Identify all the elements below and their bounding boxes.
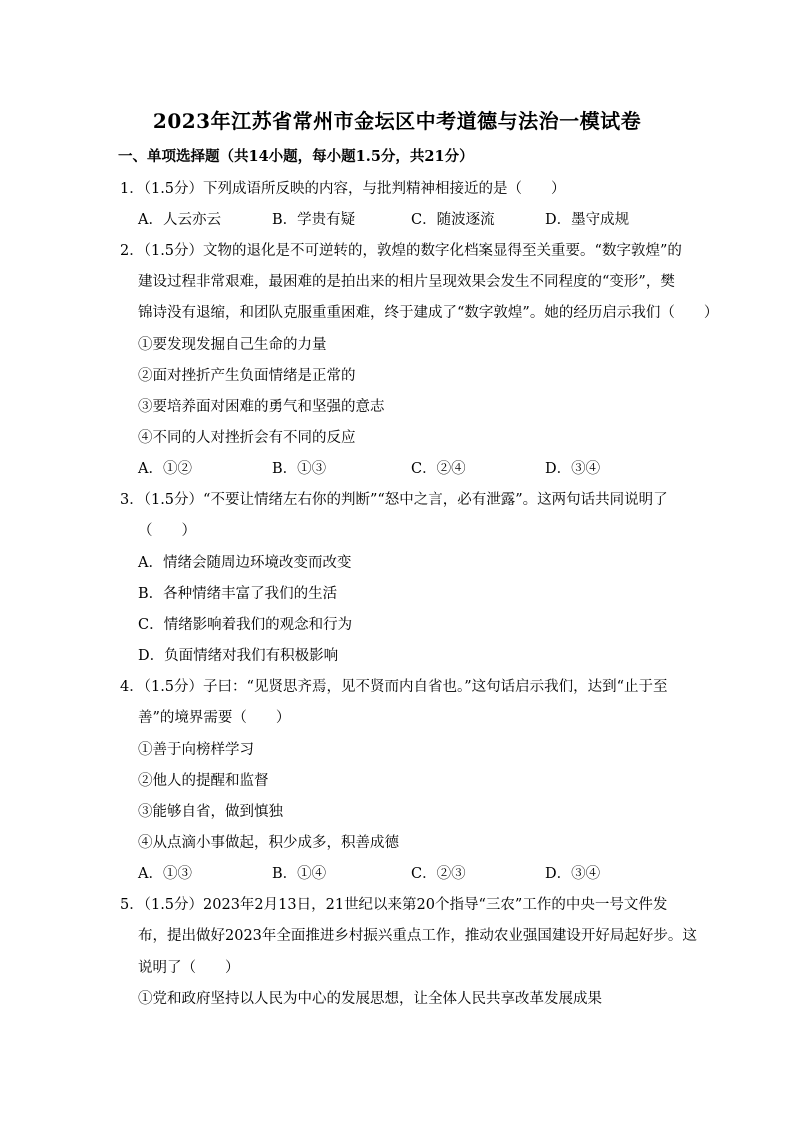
q1-option-a: A．人云亦云: [138, 212, 221, 228]
q2-stem-line-2: 建设过程非常艰难，最困难的是拍出来的相片呈现效果会发生不同程度的“变形”，樊: [138, 274, 675, 290]
q4-option-a: A．①③: [138, 866, 192, 882]
q3-option-b: B．各种情绪丰富了我们的生活: [138, 586, 338, 602]
q2-stem-line-3: 锦诗没有退缩，和团队克服重重困难，终于建成了“数字敦煌”。她的经历启示我们（ ）: [138, 305, 719, 321]
q5-stem-line-3: 说明了（ ）: [138, 960, 240, 976]
q3-option-d: D．负面情绪对我们有积极影响: [138, 648, 339, 664]
q3-stem-line-1: 3．（1.5分）“不要让情绪左右你的判断”“怒中之言，必有泄露”。这两句话共同说明了: [120, 492, 668, 508]
q4-option-d: D．③④: [545, 866, 601, 882]
q4-option-b: B．①④: [272, 866, 327, 882]
q4-stem-line-1: 4．（1.5分）子曰：“见贤思齐焉，见不贤而内自省也。”这句话启示我们，达到“止于至: [120, 679, 668, 695]
q4-stem-line-2: 善”的境界需要（ ）: [138, 710, 291, 726]
q4-item-2: ②他人的提醒和监督: [138, 773, 269, 789]
q2-stem-line-1: 2．（1.5分）文物的退化是不可逆转的，敦煌的数字化档案显得至关重要。“数字敦煌”的: [120, 243, 682, 259]
exam-title: 2023年江苏省常州市金坛区中考道德与法治一模试卷: [152, 109, 642, 133]
section-heading: 一、单项选择题（共14小题，每小题1.5分，共21分）: [118, 148, 474, 165]
q2-item-4: ④不同的人对挫折会有不同的反应: [138, 430, 356, 446]
q2-item-2: ②面对挫折产生负面情绪是正常的: [138, 368, 356, 384]
q2-item-1: ①要发现发掘自己生命的力量: [138, 337, 327, 353]
q5-stem-line-2: 布，提出做好2023年全面推进乡村振兴重点工作，推动农业强国建设开好局起好步。这: [138, 928, 697, 944]
q1-stem: 1．（1.5分）下列成语所反映的内容，与批判精神相接近的是（ ）: [120, 181, 566, 197]
q1-option-d: D．墨守成规: [545, 212, 630, 228]
q5-item-1: ①党和政府坚持以人民为中心的发展思想，让全体人民共享改革发展成果: [138, 991, 602, 1007]
q4-item-1: ①善于向榜样学习: [138, 742, 254, 758]
q3-option-c: C．情绪影响着我们的观念和行为: [138, 617, 353, 633]
q2-item-3: ③要培养面对困难的勇气和坚强的意志: [138, 399, 385, 415]
q2-option-c: C．②④: [411, 461, 466, 477]
q3-stem-line-2: （ ）: [138, 523, 196, 539]
q4-option-c: C．②③: [411, 866, 466, 882]
q2-option-d: D．③④: [545, 461, 601, 477]
q2-option-a: A．①②: [138, 461, 192, 477]
q1-option-b: B．学贵有疑: [272, 212, 356, 228]
q4-item-3: ③能够自省，做到慎独: [138, 804, 283, 820]
q4-item-4: ④从点滴小事做起，积少成多，积善成德: [138, 835, 399, 851]
q5-stem-line-1: 5．（1.5分）2023年2月13日，21世纪以来第20个指导“三农”工作的中央一号文件发: [120, 897, 668, 913]
q1-option-c: C．随波逐流: [411, 212, 495, 228]
q3-option-a: A．情绪会随周边环境改变而改变: [138, 555, 352, 571]
q2-option-b: B．①③: [272, 461, 327, 477]
